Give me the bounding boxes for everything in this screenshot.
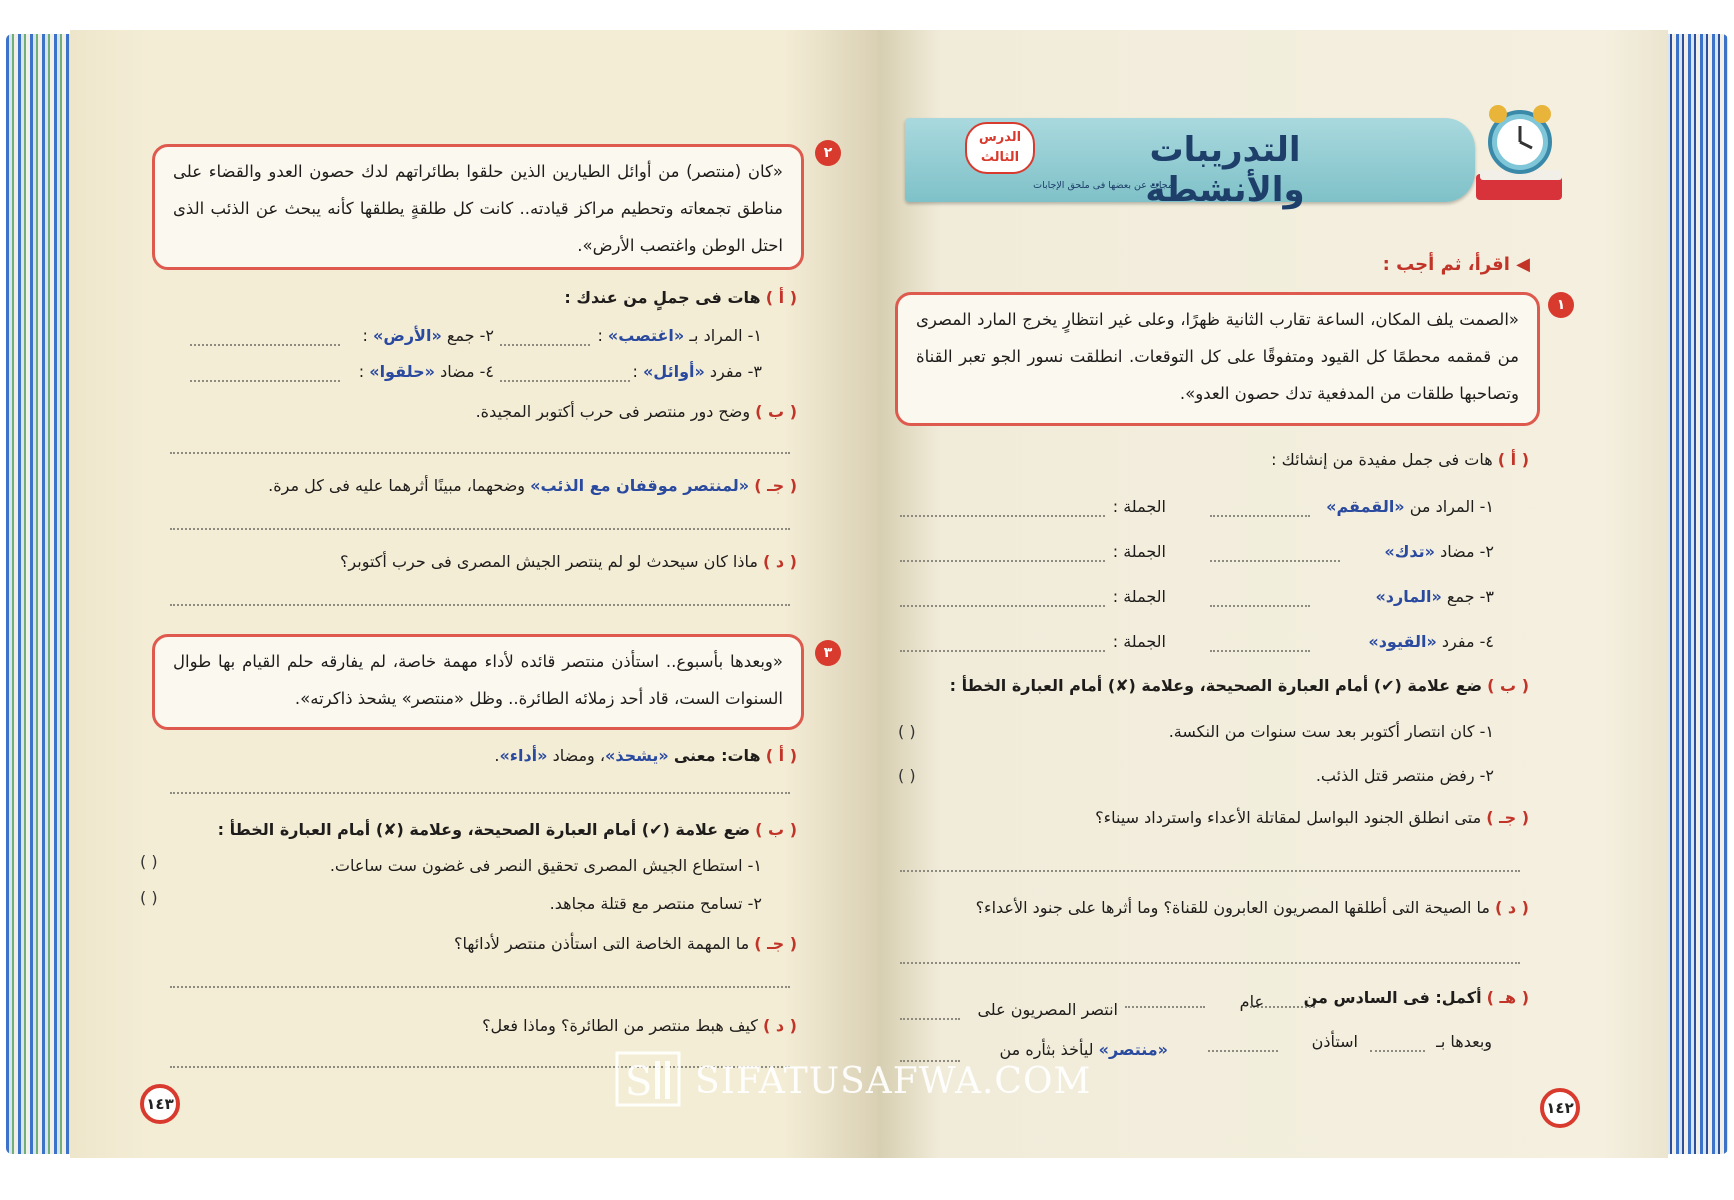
vocab-item-word: «القيود» [1368, 632, 1437, 651]
question-a-text: هات: معنى [673, 746, 761, 765]
watermark [615, 1055, 1135, 1105]
question-e-text: أكمل: فى السادس من [1303, 988, 1482, 1007]
vocab-item [363, 326, 495, 345]
vocab-item [359, 362, 494, 381]
answer-line [190, 380, 340, 382]
question-b-label: ( ب ) [755, 402, 797, 421]
question-e-line2-b [1312, 1032, 1358, 1051]
vocab-item-word: «القمقم» [1326, 497, 1405, 516]
answer-line [170, 604, 790, 606]
answer-line [900, 1018, 960, 1020]
question-e [1304, 988, 1529, 1007]
question-b-2 [218, 820, 797, 839]
statement: ١- كان انتصار أكتوبر بعد ست سنوات من النكسة. [1168, 722, 1494, 741]
section-heading [1300, 254, 1530, 275]
question-d-text: ما الصيحة التى أطلقها المصريون العابرون للقناة؟ وما أثرها على جنود الأعداء؟ [975, 898, 1490, 917]
lesson-header-banner [905, 118, 1475, 210]
question-b-text: وضح دور منتصر فى حرب أكتوبر المجيدة. [475, 402, 751, 421]
question-e-after-label: وبعدها بـ [1436, 1032, 1492, 1051]
vocab-item-word: «اغتصب» [607, 326, 685, 345]
section-heading-text: اقرأ، ثم أجب : [1382, 254, 1510, 275]
check-brackets: ( ) [898, 766, 916, 785]
page-number-right: ١٤٢ [1540, 1088, 1580, 1128]
vocab-item-word: «حلقوا» [369, 362, 435, 381]
question-e-victory-label: انتصر المصريون على [977, 1000, 1118, 1019]
question-a [1271, 450, 1529, 469]
answer-line [900, 605, 1105, 607]
question-b [476, 402, 797, 421]
passage-number-badge: ٢ [815, 140, 841, 166]
question-d-label: ( د ) [763, 1016, 797, 1035]
question-d-text: ماذا كان سيحدث لو لم ينتصر الجيش المصرى فى حرب أكتوبر؟ [339, 552, 758, 571]
sentence-label: الجملة : [1112, 587, 1166, 606]
question-e-word: «منتصر» [1098, 1040, 1168, 1059]
vocab-item-word: «تدك» [1384, 542, 1435, 561]
vocab-item [1375, 587, 1494, 606]
question-d-label: ( د ) [763, 552, 797, 571]
question-a [564, 288, 797, 307]
question-c [268, 476, 797, 495]
question-d-text: كيف هبط منتصر من الطائرة؟ وماذا فعل؟ [482, 1016, 758, 1035]
check-brackets: ( ) [140, 852, 158, 871]
watermark-logo-icon [615, 1051, 681, 1107]
answer-line [900, 962, 1520, 964]
vocab-item-colon: : [358, 362, 365, 381]
question-b-text: ضع علامة (✔) أمام العبارة الصحيحة، وعلامة (✘) أمام العبارة الخطأ : [217, 820, 751, 839]
question-a-2 [494, 746, 797, 765]
question-c-2 [454, 934, 797, 953]
question-c-label: ( جـ ) [1486, 808, 1529, 827]
question-a-text: هات فى جمل مفيدة من إنشائك : [1271, 450, 1493, 469]
play-arrow-icon: ◀ [1509, 254, 1530, 275]
question-e-label: ( هـ ) [1486, 988, 1529, 1007]
vocab-item-word: «الأرض» [372, 326, 442, 345]
vocab-item-prefix: ٢- مضاد [1440, 542, 1494, 561]
statement: ١- استطاع الجيش المصرى تحقيق النصر فى غضون ست ساعات. [329, 856, 762, 875]
question-a-word-2: «أداء» [499, 746, 548, 765]
vocab-item-colon: : [597, 326, 603, 345]
question-e-permitted: استأذن [1311, 1032, 1358, 1051]
vocab-item-colon: : [362, 326, 368, 345]
question-c-word: «لمنتصر موقفان مع الذئب» [530, 476, 750, 495]
alarm-clock-icon [1470, 100, 1570, 210]
reading-passage-3: «وبعدها بأسبوع.. استأذن منتصر قائده لأداء مهمة خاصة، لم يفارقه حلم القيام بها طوال السنوات الست، قاد أحد زملائه الطائرة.. وظل «منتصر» يشحذ ذاكرته». [152, 634, 804, 730]
vocab-item-prefix: ١- المراد من [1409, 497, 1494, 516]
answer-line [1210, 605, 1310, 607]
question-d [340, 552, 797, 571]
statement: ٢- رفض منتصر قتل الذئب. [1315, 766, 1494, 785]
question-c-label: ( جـ ) [754, 934, 797, 953]
question-c-text: وضحهما، مبينًا أثرهما عليه فى كل مرة. [268, 476, 526, 495]
answer-line [1210, 560, 1340, 562]
answer-line [1125, 1006, 1205, 1008]
reading-passage-2: «كان (منتصر) من أوائل الطيارين الذين حلقوا بطائراتهم لدك حصون العدو والقضاء على مناطق تجمعاته وتحطيم مراكز قيادته.. كانت كل طلقةٍ يطلقها كأنه يبحث عن الذئب الذى احتل الوطن واغتصب الأرض». [152, 144, 804, 270]
answer-line [170, 792, 790, 794]
question-c-text: ما المهمة الخاصة التى استأذن منتصر لأدائها؟ [453, 934, 750, 953]
watermark-text: SIFATUSAFWA.COM [695, 1061, 1092, 1102]
question-b-label: ( ب ) [1487, 676, 1529, 695]
answer-line [170, 528, 790, 530]
check-brackets: ( ) [140, 888, 158, 907]
question-b [950, 676, 1529, 695]
question-a-label: ( أ ) [765, 288, 797, 307]
answer-line [500, 380, 630, 382]
sentence-label: الجملة : [1112, 497, 1166, 516]
question-a-label: ( أ ) [1497, 450, 1529, 469]
svg-text:S: S [625, 1059, 654, 1105]
answer-line [900, 870, 1520, 872]
question-e-revenge: ليأخذ بثأره من [999, 1040, 1094, 1059]
vocab-item-prefix: ٢- جمع [446, 326, 494, 345]
vocab-item [1384, 542, 1494, 561]
question-a-mid: ، ومضاد [552, 746, 606, 765]
statement: ٢- تسامح منتصر مع قتلة مجاهد. [549, 894, 762, 913]
sentence-label: الجملة : [1112, 632, 1166, 651]
passage-number-badge: ١ [1548, 292, 1574, 318]
question-e-year-label: عام [1239, 992, 1264, 1011]
answer-line [1210, 515, 1310, 517]
vocab-item [1368, 632, 1494, 651]
reading-passage: «الصمت يلف المكان، الساعة تقارب الثانية ظهرًا، وعلى غير انتظارٍ يخرج المارد المصرى من قمقمه محطمًا كل القيود ومتفوقًا على كل التوقعات. انطلقت نسور الجو تعبر القناة وتصاحبها طلقات من المدفعية تدك حصون العدو». [895, 292, 1540, 426]
page-edges-right [1660, 34, 1728, 1154]
answer-line [900, 650, 1105, 652]
question-d-label: ( د ) [1495, 898, 1529, 917]
question-a-text: هات فى جملٍ من عندك : [564, 288, 761, 307]
question-d [976, 898, 1529, 917]
vocab-item-prefix: ٤- مضاد [440, 362, 494, 381]
answer-line [190, 344, 340, 346]
answer-line [900, 515, 1105, 517]
question-d-2 [482, 1016, 797, 1035]
check-brackets: ( ) [898, 722, 916, 741]
vocab-item-word: «أوائل» [642, 362, 705, 381]
answer-line [900, 560, 1105, 562]
question-b-label: ( ب ) [755, 820, 797, 839]
vocab-item-word: «المارد» [1375, 587, 1442, 606]
vocab-item [632, 362, 762, 381]
answer-line [1208, 1050, 1278, 1052]
page-number-left: ١٤٣ [140, 1084, 180, 1124]
header-title: التدريبات والأنشطة [1145, 130, 1305, 210]
question-b-text: ضع علامة (✔) أمام العبارة الصحيحة، وعلامة (✘) أمام العبارة الخطأ : [949, 676, 1483, 695]
vocab-item-prefix: ١- المراد بـ [689, 326, 762, 345]
answer-line [1210, 650, 1310, 652]
vocab-item-prefix: ٣- مفرد [709, 362, 762, 381]
passage-number-badge: ٣ [815, 640, 841, 666]
vocab-item [1326, 497, 1494, 516]
vocab-item-prefix: ٣- جمع [1446, 587, 1494, 606]
vocab-item-prefix: ٤- مفرد [1441, 632, 1494, 651]
answer-line [170, 986, 790, 988]
question-a-end: . [494, 746, 500, 765]
answer-line [1370, 1050, 1425, 1052]
vocab-item-colon: : [632, 362, 638, 381]
lesson-badge: الدرس الثالث [965, 122, 1035, 174]
question-a-word-1: «يشحذ» [605, 746, 669, 765]
answer-line [170, 452, 790, 454]
answer-line [500, 344, 590, 346]
question-c [1095, 808, 1529, 827]
question-e-line2 [1436, 1032, 1492, 1051]
question-a-label: ( أ ) [765, 746, 797, 765]
question-c-label: ( جـ ) [754, 476, 797, 495]
sentence-label: الجملة : [1112, 542, 1166, 561]
page-edges-left [6, 34, 76, 1154]
header-note: مجاب عن بعضها فى ملحق الإجابات [1033, 180, 1173, 191]
vocab-item [597, 326, 762, 345]
question-c-text: متى انطلق الجنود البواسل لمقاتلة الأعداء واسترداد سيناء؟ [1095, 808, 1482, 827]
